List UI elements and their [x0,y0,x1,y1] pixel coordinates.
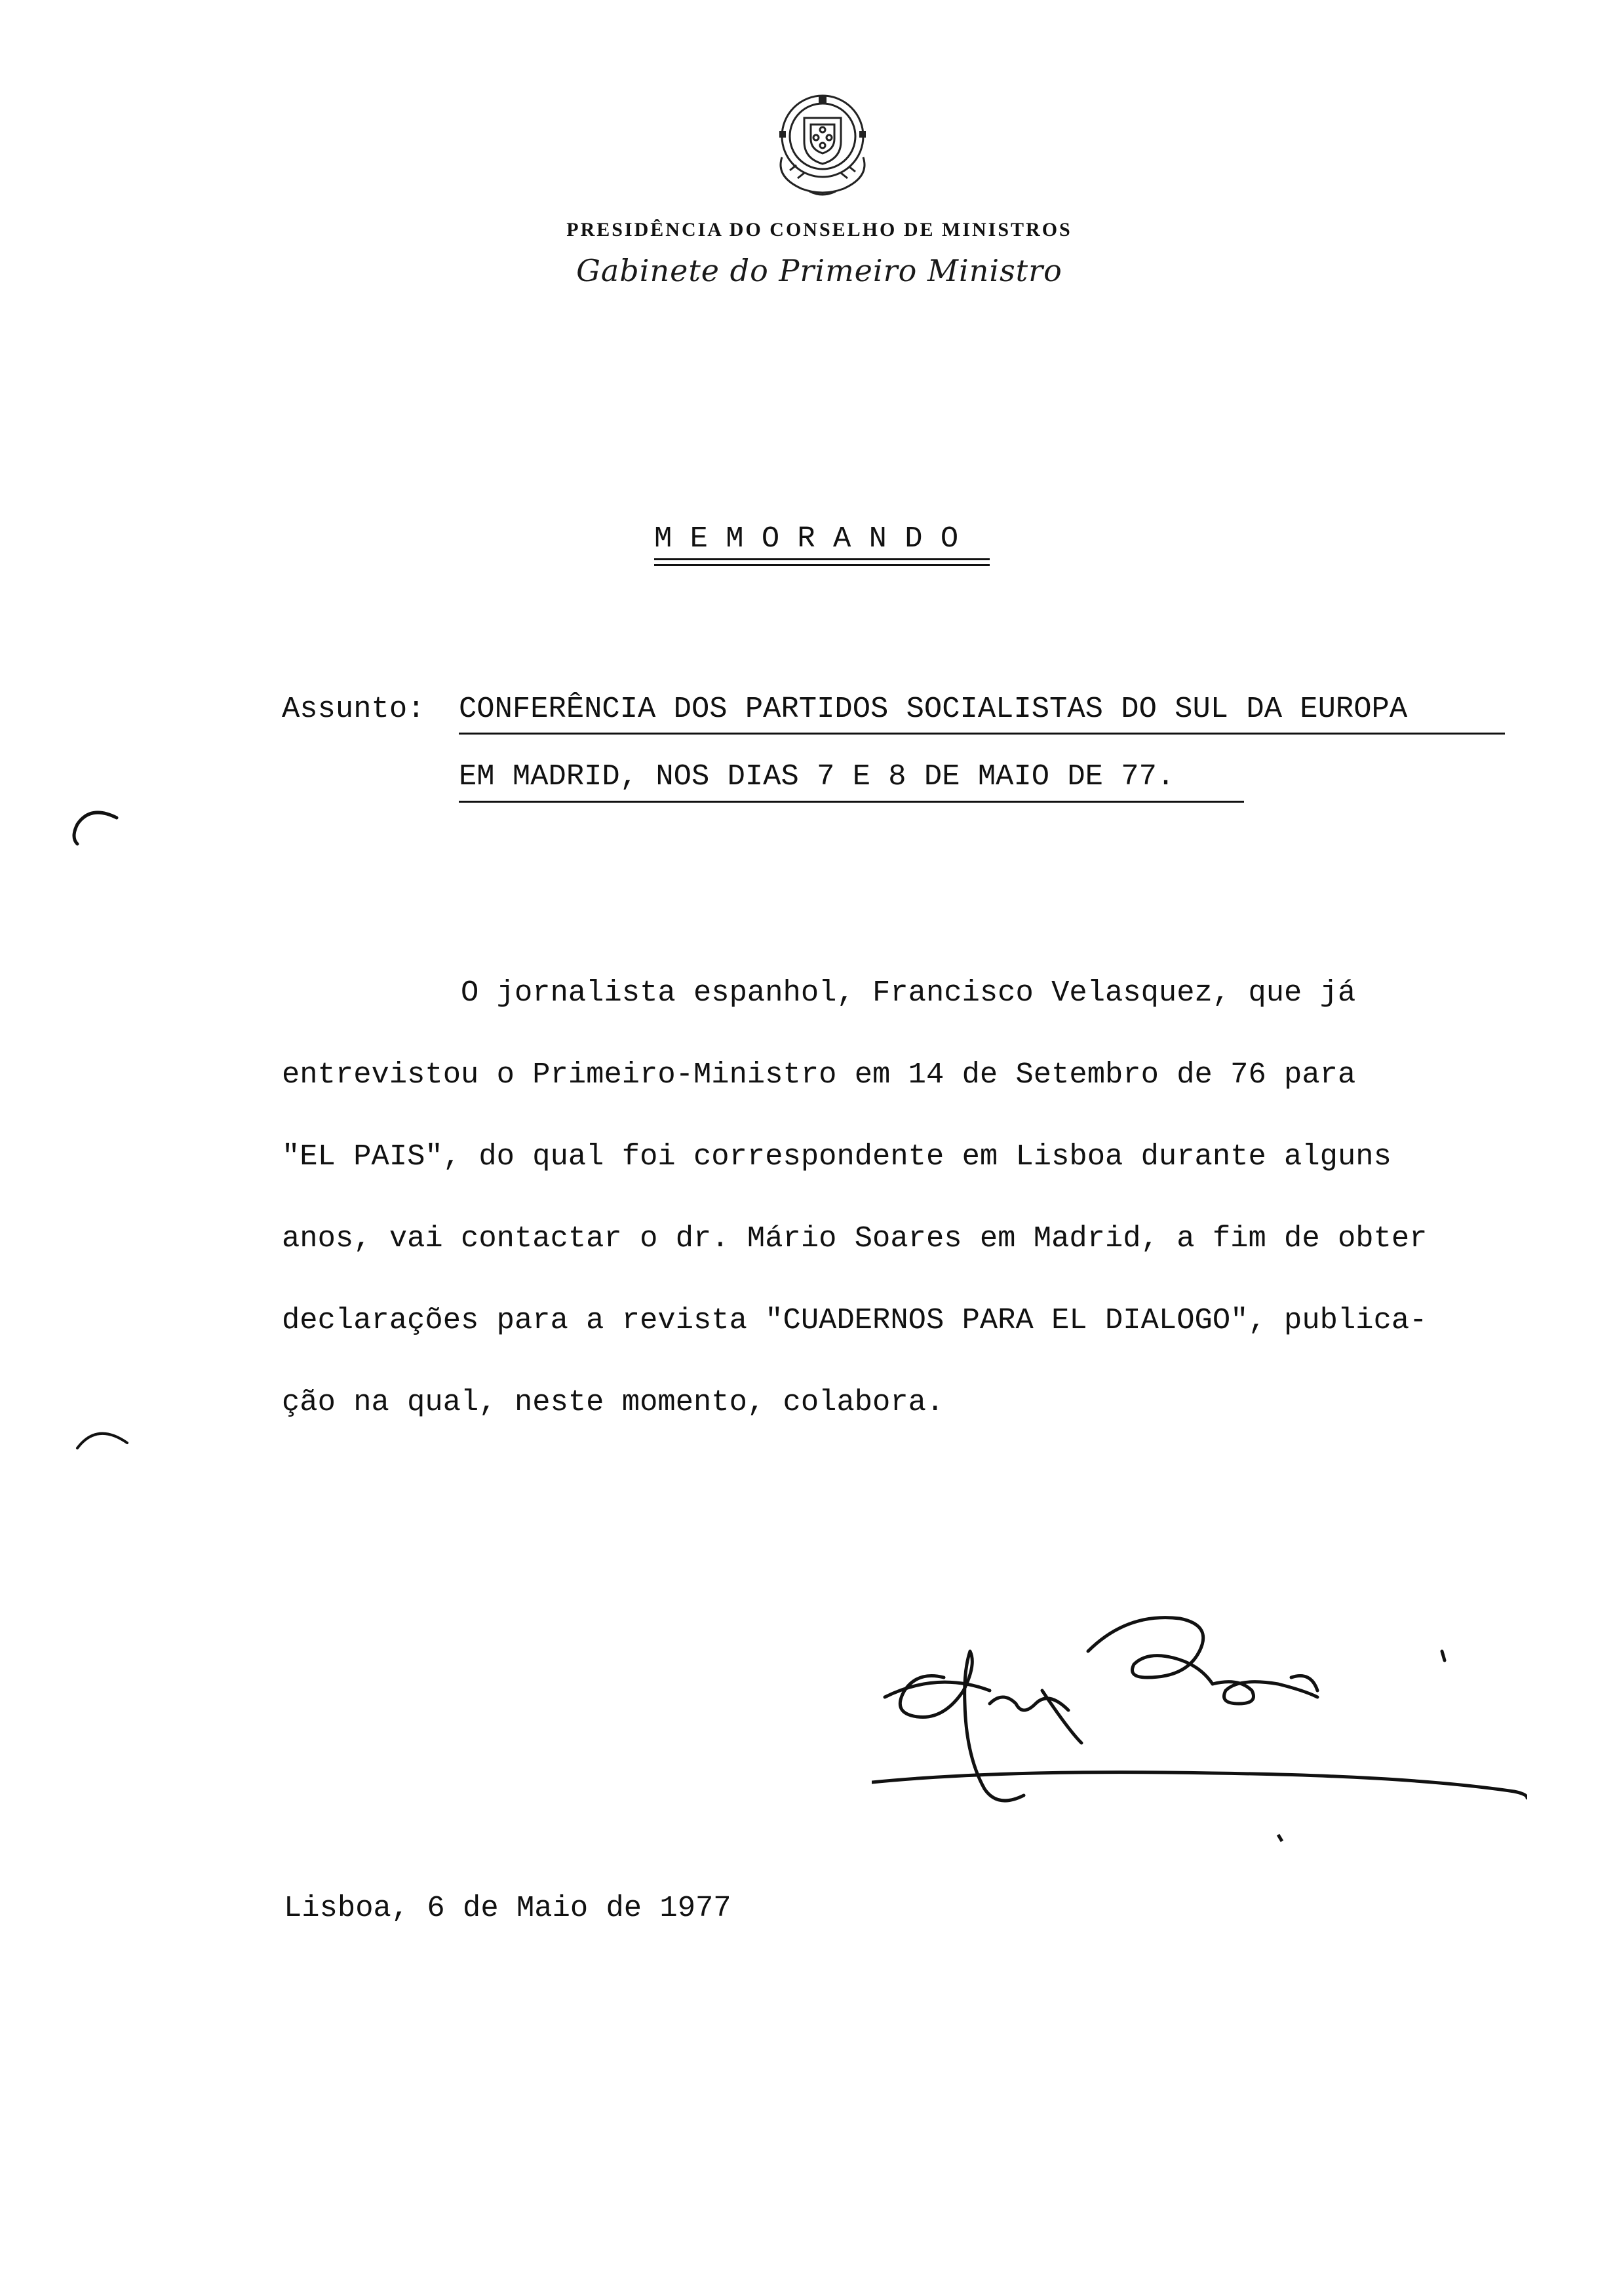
coat-of-arms-icon [764,85,882,203]
subject-underline-2 [459,801,1244,803]
place-and-date: Lisboa, 6 de Maio de 1977 [284,1891,731,1925]
body-line-2: entrevistou o Primeiro-Ministro em 14 de Setembro de 76 para [282,1058,1356,1092]
subject-line-1: CONFERÊNCIA DOS PARTIDOS SOCIALISTAS DO SUL DA EUROPA [459,692,1408,726]
body-line-6: ção na qual, neste momento, colabora. [282,1385,944,1419]
signature-icon [872,1586,1527,1861]
organization-name: PRESIDÊNCIA DO CONSELHO DE MINISTROS [566,219,1072,240]
memo-title: M E M O R A N D O [654,522,959,556]
title-underline [654,558,990,560]
body-line-3: "EL PAIS", do qual foi correspondente em Lisboa durante alguns [282,1139,1391,1174]
subject-line-2: EM MADRID, NOS DIAS 7 E 8 DE MAIO DE 77. [459,759,1175,794]
margin-mark-icon [71,1422,136,1455]
subject-underline-1 [459,733,1505,735]
body-line-1: O jornalista espanhol, Francisco Velasquez, que já [282,976,1356,1010]
title-underline-double [654,564,990,566]
subject-label: Assunto: [282,692,425,726]
cabinet-name: Gabinete do Primeiro Ministro [576,253,1062,288]
body-line-5: declarações para a revista "CUADERNOS PARA EL DIALOGO", publica- [282,1303,1428,1337]
margin-mark-icon [66,806,125,852]
body-line-4: anos, vai contactar o dr. Mário Soares em Madrid, a fim de obter [282,1221,1428,1255]
